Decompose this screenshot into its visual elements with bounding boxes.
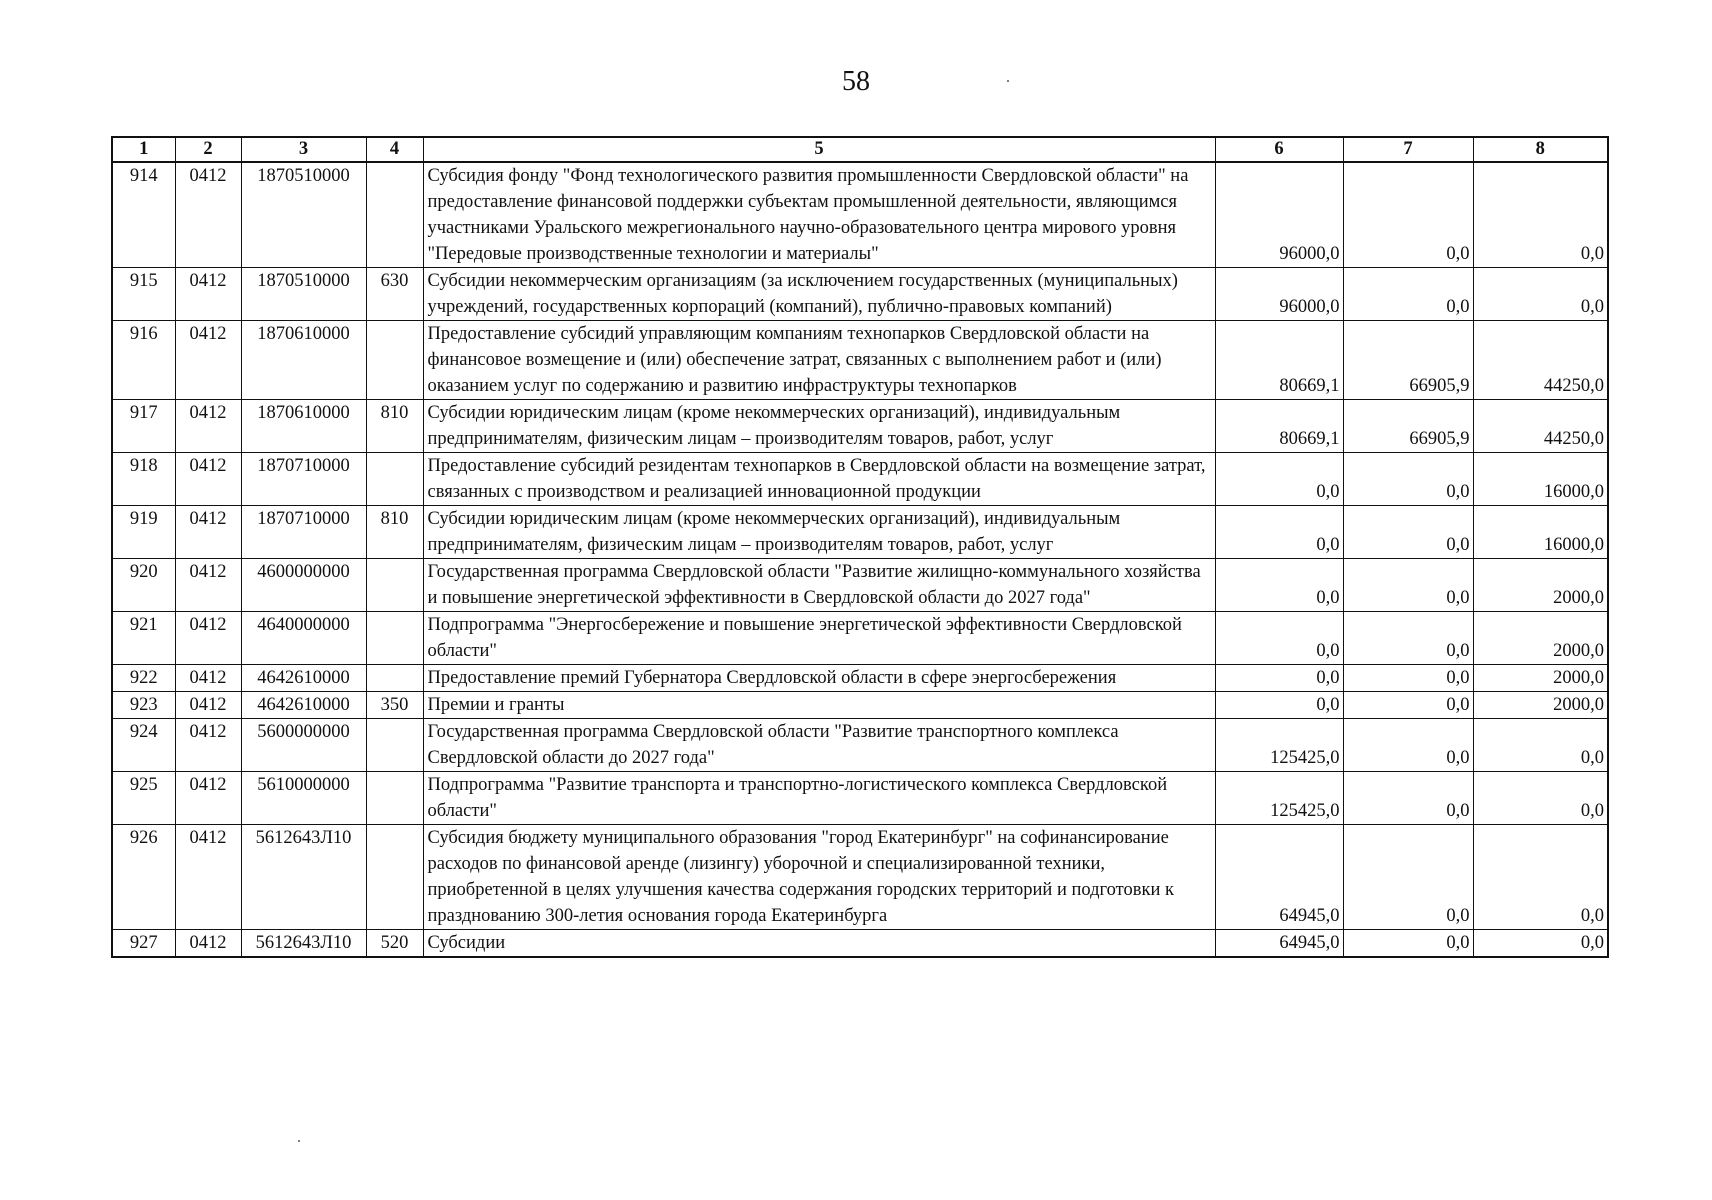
section-code: 0412 — [175, 506, 241, 559]
section-code: 0412 — [175, 719, 241, 772]
amount-col-7: 0,0 — [1343, 692, 1473, 719]
table-row — [112, 719, 1608, 772]
target-article-code: 5610000000 — [241, 772, 366, 825]
target-article-code: 1870710000 — [241, 453, 366, 506]
section-code: 0412 — [175, 162, 241, 268]
amount-col-7: 0,0 — [1343, 612, 1473, 665]
expense-type-code — [366, 612, 423, 665]
row-number: 925 — [112, 772, 175, 825]
row-number: 916 — [112, 321, 175, 400]
amount-col-8: 2000,0 — [1473, 559, 1608, 612]
expense-name: Государственная программа Свердловской области "Развитие жилищно-коммунального хозяйства и повышение энергетической эффективности в Свердловской области до 2027 года" — [423, 559, 1215, 612]
amount-col-8: 44250,0 — [1473, 400, 1608, 453]
expense-type-code — [366, 321, 423, 400]
section-code: 0412 — [175, 268, 241, 321]
row-number: 927 — [112, 930, 175, 958]
expense-type-code: 630 — [366, 268, 423, 321]
amount-col-6: 96000,0 — [1215, 162, 1343, 268]
expense-name: Премии и гранты — [423, 692, 1215, 719]
amount-col-6: 0,0 — [1215, 612, 1343, 665]
table-row — [112, 665, 1608, 692]
section-code: 0412 — [175, 400, 241, 453]
expense-type-code: 810 — [366, 400, 423, 453]
expense-type-code: 810 — [366, 506, 423, 559]
amount-col-8: 16000,0 — [1473, 506, 1608, 559]
column-header: 8 — [1473, 137, 1608, 162]
row-number: 914 — [112, 162, 175, 268]
table-row — [112, 692, 1608, 719]
section-code: 0412 — [175, 772, 241, 825]
table-row — [112, 612, 1608, 665]
amount-col-6: 125425,0 — [1215, 772, 1343, 825]
row-number: 920 — [112, 559, 175, 612]
expense-name: Субсидия бюджету муниципального образования "город Екатеринбург" на софинансирование расходов по финансовой аренде (лизингу) уборочной и специализированной техники, приобретенной в целях улучшения качества содержания городских территорий и подготовки к празднованию 300-летия основания города Екатеринбурга — [423, 825, 1215, 930]
amount-col-6: 0,0 — [1215, 665, 1343, 692]
expense-type-code — [366, 162, 423, 268]
table-row — [112, 506, 1608, 559]
table-row — [112, 930, 1608, 958]
amount-col-7: 0,0 — [1343, 453, 1473, 506]
table-row — [112, 268, 1608, 321]
amount-col-6: 64945,0 — [1215, 930, 1343, 958]
amount-col-8: 2000,0 — [1473, 692, 1608, 719]
amount-col-6: 80669,1 — [1215, 321, 1343, 400]
amount-col-6: 0,0 — [1215, 506, 1343, 559]
amount-col-6: 125425,0 — [1215, 719, 1343, 772]
expense-name: Субсидии юридическим лицам (кроме некоммерческих организаций), индивидуальным предпринимателям, физическим лицам – производителям товаров, работ, услуг — [423, 400, 1215, 453]
expense-name: Субсидии некоммерческим организациям (за исключением государственных (муниципальных) учреждений, государственных корпораций (компаний), публично-правовых компаний) — [423, 268, 1215, 321]
amount-col-8: 0,0 — [1473, 162, 1608, 268]
amount-col-8: 16000,0 — [1473, 453, 1608, 506]
expense-type-code: 520 — [366, 930, 423, 958]
target-article-code: 4640000000 — [241, 612, 366, 665]
amount-col-7: 0,0 — [1343, 268, 1473, 321]
scan-speck — [298, 1140, 300, 1142]
amount-col-8: 0,0 — [1473, 772, 1608, 825]
amount-col-6: 80669,1 — [1215, 400, 1343, 453]
row-number: 915 — [112, 268, 175, 321]
table-row — [112, 453, 1608, 506]
target-article-code: 4642610000 — [241, 692, 366, 719]
target-article-code: 1870510000 — [241, 162, 366, 268]
amount-col-8: 0,0 — [1473, 268, 1608, 321]
expense-type-code — [366, 825, 423, 930]
amount-col-6: 0,0 — [1215, 559, 1343, 612]
amount-col-7: 66905,9 — [1343, 321, 1473, 400]
amount-col-8: 0,0 — [1473, 719, 1608, 772]
expense-name: Подпрограмма "Развитие транспорта и транспортно-логистического комплекса Свердловской области" — [423, 772, 1215, 825]
column-header: 7 — [1343, 137, 1473, 162]
row-number: 926 — [112, 825, 175, 930]
row-number: 918 — [112, 453, 175, 506]
target-article-code: 4600000000 — [241, 559, 366, 612]
row-number: 919 — [112, 506, 175, 559]
row-number: 923 — [112, 692, 175, 719]
expense-type-code — [366, 719, 423, 772]
section-code: 0412 — [175, 559, 241, 612]
amount-col-8: 2000,0 — [1473, 665, 1608, 692]
amount-col-7: 0,0 — [1343, 665, 1473, 692]
table-row — [112, 400, 1608, 453]
expense-name: Предоставление субсидий резидентам технопарков в Свердловской области на возмещение затрат, связанных с производством и реализацией инновационной продукции — [423, 453, 1215, 506]
amount-col-7: 0,0 — [1343, 719, 1473, 772]
target-article-code: 4642610000 — [241, 665, 366, 692]
target-article-code: 1870510000 — [241, 268, 366, 321]
expense-name: Предоставление премий Губернатора Свердловской области в сфере энергосбережения — [423, 665, 1215, 692]
amount-col-6: 96000,0 — [1215, 268, 1343, 321]
row-number: 921 — [112, 612, 175, 665]
amount-col-7: 0,0 — [1343, 772, 1473, 825]
row-number: 917 — [112, 400, 175, 453]
amount-col-6: 0,0 — [1215, 692, 1343, 719]
amount-col-8: 0,0 — [1473, 825, 1608, 930]
expense-name: Подпрограмма "Энергосбережение и повышение энергетической эффективности Свердловской области" — [423, 612, 1215, 665]
table-row — [112, 825, 1608, 930]
section-code: 0412 — [175, 453, 241, 506]
amount-col-7: 0,0 — [1343, 559, 1473, 612]
column-header: 2 — [175, 137, 241, 162]
amount-col-7: 0,0 — [1343, 506, 1473, 559]
page-number: 58 — [842, 66, 870, 97]
amount-col-6: 64945,0 — [1215, 825, 1343, 930]
section-code: 0412 — [175, 612, 241, 665]
target-article-code: 5612643Л10 — [241, 930, 366, 958]
amount-col-8: 2000,0 — [1473, 612, 1608, 665]
expense-type-code — [366, 665, 423, 692]
expense-type-code — [366, 453, 423, 506]
column-header: 4 — [366, 137, 423, 162]
table-row — [112, 559, 1608, 612]
amount-col-8: 0,0 — [1473, 930, 1608, 958]
amount-col-6: 0,0 — [1215, 453, 1343, 506]
header-row — [112, 137, 1608, 162]
expense-type-code — [366, 772, 423, 825]
column-header: 6 — [1215, 137, 1343, 162]
column-header: 5 — [423, 137, 1215, 162]
section-code: 0412 — [175, 692, 241, 719]
expense-name: Предоставление субсидий управляющим компаниям технопарков Свердловской области на финансовое возмещение и (или) обеспечение затрат, связанных с выполнением работ и (или) оказанием услуг по содержанию и развитию инфраструктуры технопарков — [423, 321, 1215, 400]
expense-name: Субсидии — [423, 930, 1215, 958]
table-body — [112, 162, 1608, 957]
section-code: 0412 — [175, 825, 241, 930]
table-row — [112, 162, 1608, 268]
target-article-code: 1870610000 — [241, 400, 366, 453]
expense-name: Субсидии юридическим лицам (кроме некоммерческих организаций), индивидуальным предпринимателям, физическим лицам – производителям товаров, работ, услуг — [423, 506, 1215, 559]
table-row — [112, 772, 1608, 825]
section-code: 0412 — [175, 665, 241, 692]
target-article-code: 1870710000 — [241, 506, 366, 559]
row-number: 922 — [112, 665, 175, 692]
target-article-code: 5600000000 — [241, 719, 366, 772]
amount-col-7: 0,0 — [1343, 162, 1473, 268]
scan-speck — [1007, 80, 1009, 82]
column-header: 1 — [112, 137, 175, 162]
table-row — [112, 321, 1608, 400]
column-header: 3 — [241, 137, 366, 162]
amount-col-7: 66905,9 — [1343, 400, 1473, 453]
amount-col-7: 0,0 — [1343, 825, 1473, 930]
amount-col-8: 44250,0 — [1473, 321, 1608, 400]
expense-type-code: 350 — [366, 692, 423, 719]
target-article-code: 5612643Л10 — [241, 825, 366, 930]
expense-name: Субсидия фонду "Фонд технологического развития промышленности Свердловской области" на предоставление финансовой поддержки субъектам промышленной деятельности, являющимся участниками Уральского межрегионального научно-образовательного центра мирового уровня "Передовые производственные технологии и материалы" — [423, 162, 1215, 268]
budget-table — [111, 136, 1609, 958]
expense-name: Государственная программа Свердловской области "Развитие транспортного комплекса Свердловской области до 2027 года" — [423, 719, 1215, 772]
row-number: 924 — [112, 719, 175, 772]
amount-col-7: 0,0 — [1343, 930, 1473, 958]
expense-type-code — [366, 559, 423, 612]
section-code: 0412 — [175, 930, 241, 958]
target-article-code: 1870610000 — [241, 321, 366, 400]
section-code: 0412 — [175, 321, 241, 400]
